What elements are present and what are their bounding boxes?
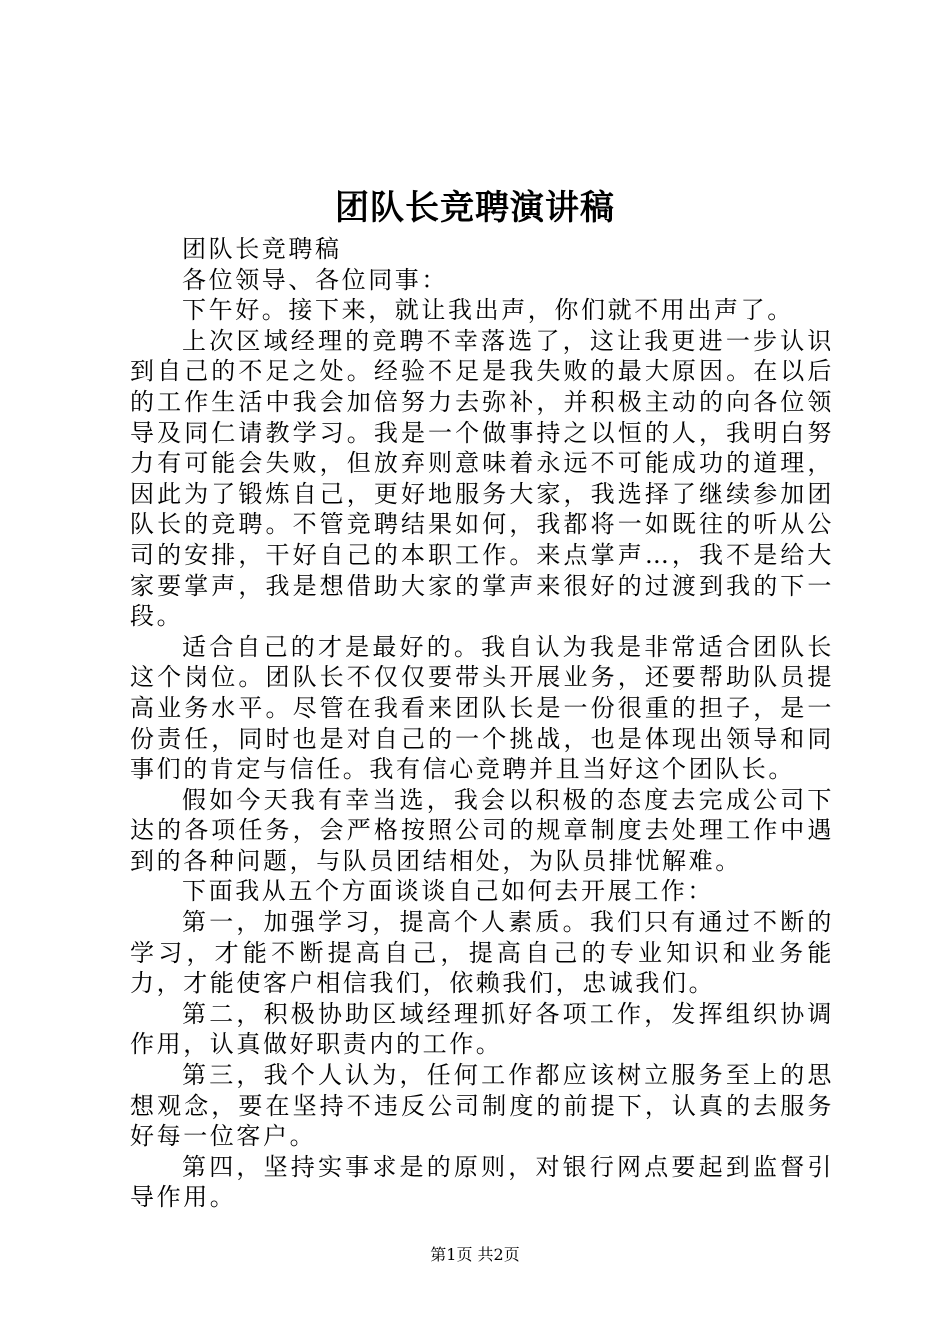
paragraph: 第四，坚持实事求是的原则，对银行网点要起到监督引导作用。 [130,1152,834,1212]
page-number-footer: 第1页 共2页 [430,1245,520,1264]
paragraph: 上次区域经理的竞聘不幸落选了，这让我更进一步认识到自己的不足之处。经验不足是我失败的最大原因。在以后的工作生活中我会加倍努力去弥补，并积极主动的向各位领导及同仁请教学习。我是一个做事持之以恒的人，我明白努力有可能会失败，但放弃则意味着永远不可能成功的道理，因此为了锻炼自己，更好地服务大家，我选择了继续参加团队长的竞聘。不管竞聘结果如何，我都将一如既往的听从公司的安排，干好自己的本职工作。来点掌声…，我不是给大家要掌声，我是想借助大家的掌声来很好的过渡到我的下一段。 [130,326,834,631]
paragraph: 第三，我个人认为，任何工作都应该树立服务至上的思想观念，要在坚持不违反公司制度的前提下，认真的去服务好每一位客户。 [130,1061,834,1151]
paragraph: 适合自己的才是最好的。我自认为我是非常适合团队长这个岗位。团队长不仅仅要带头开展业务，还要帮助队员提高业务水平。尽管在我看来团队长是一份很重的担子，是一份责任，同时也是对自己的一个挑战，也是体现出领导和同事们的肯定与信任。我有信心竞聘并且当好这个团队长。 [130,632,834,784]
document-body [130,234,834,1213]
document-title: 团队长竞聘演讲稿 [335,188,615,228]
paragraph: 第二，积极协助区域经理抓好各项工作，发挥组织协调作用，认真做好职责内的工作。 [130,999,834,1059]
paragraph: 各位领导、各位同事： [182,265,448,294]
paragraph: 第一，加强学习，提高个人素质。我们只有通过不断的学习，才能不断提高自己，提高自己的专业知识和业务能力，才能使客户相信我们，依赖我们，忠诚我们。 [130,908,834,998]
paragraph: 下午好。接下来，就让我出声，你们就不用出声了。 [182,296,794,325]
paragraph: 假如今天我有幸当选，我会以积极的态度去完成公司下达的各项任务，会严格按照公司的规章制度去处理工作中遇到的各种问题，与队员团结相处，为队员排忧解难。 [130,785,834,875]
paragraph: 团队长竞聘稿 [182,235,342,263]
paragraph: 下面我从五个方面谈谈自己如何去开展工作： [182,877,714,906]
